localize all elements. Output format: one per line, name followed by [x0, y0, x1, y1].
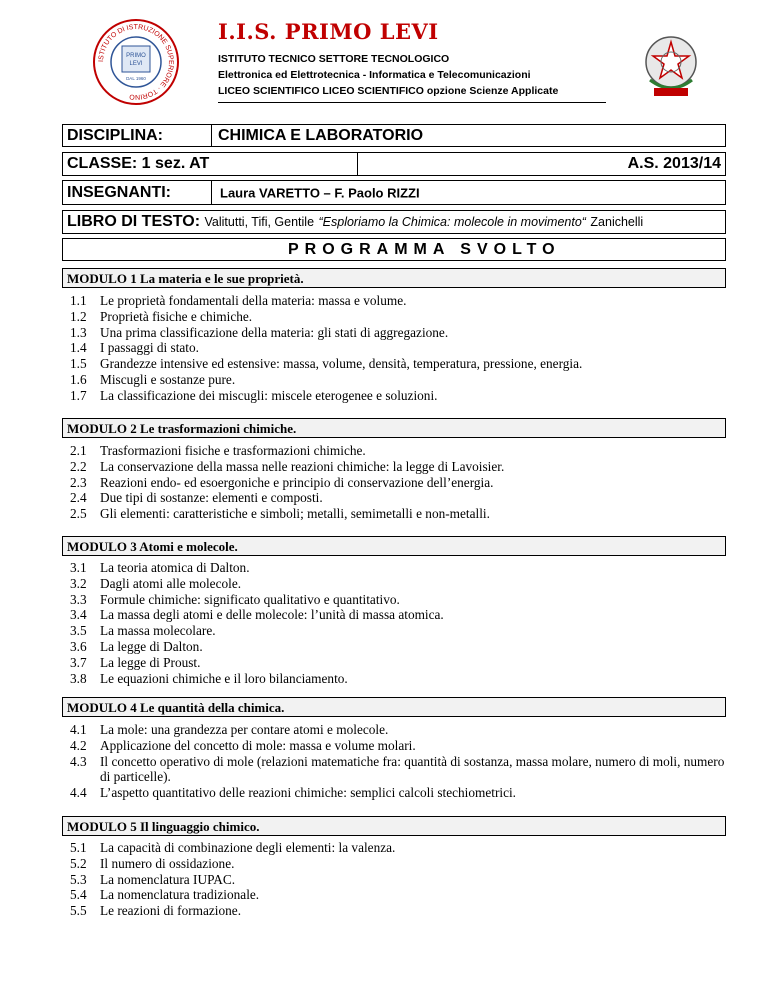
- programma-title: PROGRAMMA SVOLTO: [288, 240, 561, 258]
- list-item: 2.1 Trasformazioni fisiche e trasformazioni chimiche.: [70, 443, 366, 458]
- header-line-1: ISTITUTO TECNICO SETTORE TECNOLOGICO: [218, 53, 450, 65]
- list-item: 2.5 Gli elementi: caratteristiche e simboli; metalli, semimetalli e non-metalli.: [70, 506, 490, 522]
- libro-authors: Valitutti, Tifi, Gentile: [204, 215, 315, 229]
- disciplina-value-cell: [211, 124, 726, 147]
- insegnanti-value: Laura VARETTO – F. Paolo RIZZI: [220, 185, 420, 200]
- insegnanti-value-cell: [211, 180, 726, 205]
- module-1-header: MODULO 1 La materia e le sue proprietà.: [62, 268, 726, 288]
- classe-label: CLASSE: 1 sez. AT: [67, 155, 210, 172]
- header-line-3: LICEO SCIENTIFICO LICEO SCIENTIFICO opzione Scienze Applicate: [218, 85, 559, 97]
- anno-cell: [357, 152, 726, 176]
- school-seal-logo: [92, 18, 180, 106]
- list-item: 3.5 La massa molecolare.: [70, 623, 216, 639]
- list-item: 5.1 La capacità di combinazione degli elementi: la valenza.: [70, 840, 396, 855]
- svg-text:ISTITUTO DI ISTRUZIONE SUPERIO: ISTITUTO DI ISTRUZIONE SUPERIORE · TORINO: [97, 23, 175, 101]
- list-item: 2.2 La conservazione della massa nelle reazioni chimiche: la legge di Lavoisier.: [70, 458, 505, 474]
- list-item: 4.3 Il concetto operativo di mole (relazioni matematiche fra: quantità di sostanza, massa molare, numero di moli, numero di particelle).: [70, 753, 725, 785]
- module-3-items: [70, 560, 730, 686]
- module-4-header: MODULO 4 Le quantità della chimica.: [62, 697, 726, 717]
- insegnanti-label-cell: [62, 180, 212, 205]
- list-item: 3.3 Formule chimiche: significato qualitativo e quantitativo.: [70, 591, 400, 607]
- disciplina-label-cell: [62, 124, 212, 147]
- list-item: 1.7 La classificazione dei miscugli: miscele eterogenee e soluzioni.: [70, 387, 438, 403]
- list-item: 1.1 Le proprietà fondamentali della materia: massa e volume.: [70, 293, 407, 308]
- disciplina-value: CHIMICA E LABORATORIO: [218, 126, 424, 144]
- module-5-header: MODULO 5 Il linguaggio chimico.: [62, 816, 726, 836]
- list-item: 4.4 L’aspetto quantitativo delle reazioni chimiche: semplici calcoli stechiometrici.: [70, 785, 517, 801]
- list-item: 3.6 La legge di Dalton.: [70, 638, 203, 654]
- libro-row: [67, 213, 643, 231]
- programma-cell: [62, 238, 726, 261]
- school-name: I.I.S. PRIMO LEVI: [218, 19, 439, 44]
- list-item: 5.4 La nomenclatura tradizionale.: [70, 887, 260, 903]
- list-item: 4.2 Applicazione del concetto di mole: massa e volume molari.: [70, 737, 416, 753]
- republic-emblem-logo: [636, 30, 706, 104]
- svg-text:LEVI: LEVI: [129, 61, 143, 67]
- list-item: 2.3 Reazioni endo- ed esoergoniche e principio di conservazione dell’energia.: [70, 474, 494, 490]
- libro-publisher: Zanichelli: [590, 215, 644, 229]
- list-item: 1.6 Miscugli e sostanze pure.: [70, 371, 236, 387]
- libro-label: LIBRO DI TESTO:: [67, 213, 201, 230]
- module-3-header: MODULO 3 Atomi e molecole.: [62, 536, 726, 556]
- header-line-2: Elettronica ed Elettrotecnica - Informatica e Telecomunicazioni: [218, 69, 531, 81]
- list-item: 2.4 Due tipi di sostanze: elementi e composti.: [70, 490, 323, 506]
- list-item: 3.8 Le equazioni chimiche e il loro bilanciamento.: [70, 670, 348, 686]
- disciplina-label: DISCIPLINA:: [67, 126, 163, 144]
- list-item: 1.2 Proprietà fisiche e chimiche.: [70, 308, 253, 324]
- module-2-items: [70, 443, 730, 522]
- svg-text:DAL 1960: DAL 1960: [126, 76, 146, 81]
- list-item: 3.1 La teoria atomica di Dalton.: [70, 560, 250, 575]
- insegnanti-label: INSEGNANTI:: [67, 183, 171, 201]
- module-5-items: [70, 840, 730, 919]
- list-item: 4.1 La mole: una grandezza per contare atomi e molecole.: [70, 722, 389, 737]
- module-2-header: MODULO 2 Le trasformazioni chimiche.: [62, 418, 726, 438]
- list-item: 5.3 La nomenclatura IUPAC.: [70, 871, 236, 887]
- list-item: 3.7 La legge di Proust.: [70, 654, 201, 670]
- libro-title: “Esploriamo la Chimica: molecole in movimento“: [318, 215, 586, 229]
- list-item: 3.4 La massa degli atomi e delle molecole: l’unità di massa atomica.: [70, 607, 444, 623]
- module-4-items: [70, 722, 730, 801]
- svg-text:PRIMO: PRIMO: [126, 53, 146, 59]
- classe-cell: [62, 152, 358, 176]
- list-item: 5.5 Le reazioni di formazione.: [70, 903, 242, 919]
- header-divider: [218, 102, 606, 103]
- list-item: 5.2 Il numero di ossidazione.: [70, 855, 235, 871]
- list-item: 1.3 Una prima classificazione della materia: gli stati di aggregazione.: [70, 324, 449, 340]
- list-item: 3.2 Dagli atomi alle molecole.: [70, 575, 242, 591]
- list-item: 1.4 I passaggi di stato.: [70, 340, 199, 356]
- list-item: 1.5 Grandezze intensive ed estensive: massa, volume, densità, temperatura, pressione, energia.: [70, 356, 583, 372]
- anno-scolastico: A.S. 2013/14: [627, 155, 721, 172]
- document-header: [0, 0, 768, 110]
- libro-cell: [62, 210, 726, 234]
- module-1-items: [70, 293, 730, 404]
